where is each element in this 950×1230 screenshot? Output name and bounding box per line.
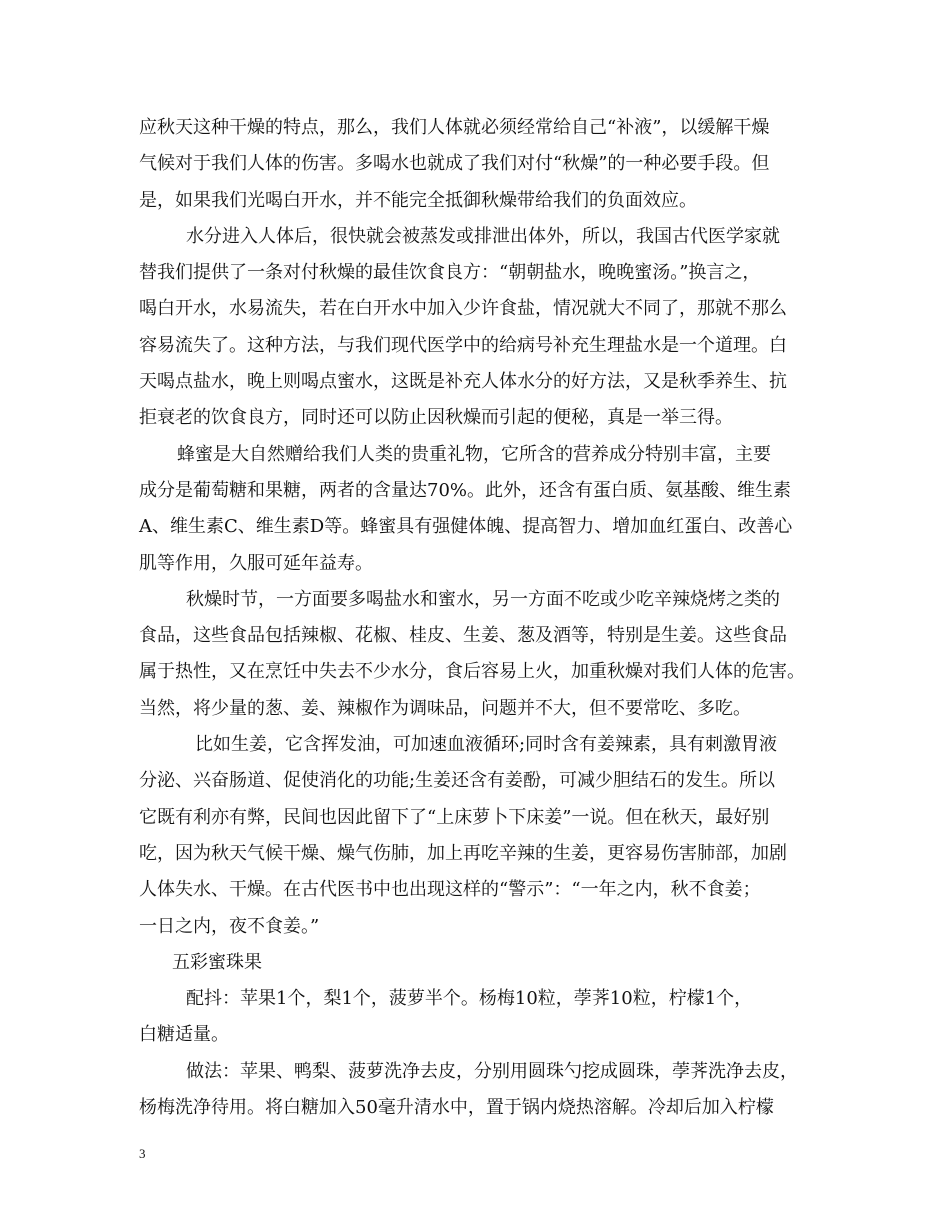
- text-line: 杨梅洗净待用。将白糖加入50毫升清水中，置于锅内烧热溶解。冷却后加入柠檬: [139, 1097, 774, 1119]
- text-line: 当然，将少量的葱、姜、辣椒作为调味品，问题并不大，但不要常吃、多吃。: [139, 697, 751, 719]
- text-line: 吃，因为秋天气候干燥、燥气伤肺，加上再吃辛辣的生姜，更容易伤害肺部，加剧: [139, 842, 787, 864]
- document-body: [139, 110, 819, 1126]
- recipe-ingredients-line: 配抖：苹果1个，梨1个，菠萝半个。杨梅10粒，荸荠10粒，柠檬1个，: [186, 988, 753, 1010]
- text-line: 肌等作用，久服可延年益寿。: [139, 552, 373, 574]
- recipe-title: 五彩蜜珠果: [172, 951, 262, 973]
- text-line: 喝白开水，水易流失，若在白开水中加入少许食盐，情况就大不同了，那就不那么: [139, 298, 787, 320]
- recipe-method-line: 做法：苹果、鸭梨、菠萝洗净去皮，分别用圆珠勺挖成圆珠，荸荠洗净去皮，: [186, 1060, 798, 1082]
- text-line: 拒衰老的饮食良方，同时还可以防止因秋燥而引起的便秘，真是一举三得。: [139, 407, 733, 429]
- text-line: 它既有利亦有弊，民间也因此留下了“上床萝卜下床姜”一说。但在秋天，最好别: [139, 806, 770, 828]
- paragraph-start-line: 蜂蜜是大自然赠给我们人类的贵重礼物，它所含的营养成分特别丰富，主要: [177, 443, 771, 465]
- text-line: 人体失水、干燥。在古代医书中也出现这样的“警示”：“一年之内，秋不食姜；: [139, 879, 761, 901]
- text-line: 气候对于我们人体的伤害。多喝水也就成了我们对付“秋燥”的一种必要手段。但: [139, 153, 770, 175]
- text-line: 一日之内，夜不食姜。”: [139, 915, 320, 937]
- text-line: A、维生素C、维生素D等。蜂蜜具有强健体魄、提高智力、增加血红蛋白、改善心: [139, 516, 793, 538]
- text-line: 应秋天这种干燥的特点，那么，我们人体就必须经常给自己“补液”，以缓解干燥: [139, 117, 770, 138]
- text-line: 是，如果我们光喝白开水，并不能完全抵御秋燥带给我们的负面效应。: [139, 189, 697, 211]
- text-line: 容易流失了。这种方法，与我们现代医学中的给病号补充生理盐水是一个道理。白: [139, 334, 787, 356]
- text-line: 属于热性，又在烹饪中失去不少水分，食后容易上火，加重秋燥对我们人体的危害。: [139, 661, 805, 683]
- text-line: 分泌、兴奋肠道、促使消化的功能;生姜还含有姜酚，可减少胆结石的发生。所以: [139, 770, 776, 792]
- paragraph-start-line: 水分进入人体后，很快就会被蒸发或排泄出体外，所以，我国古代医学家就: [186, 225, 780, 247]
- text-line: 替我们提供了一条对付秋燥的最佳饮食良方：“朝朝盐水，晚晚蜜汤。”换言之，: [139, 262, 761, 284]
- text-line: 天喝点盐水，晚上则喝点蜜水，这既是补充人体水分的好方法，又是秋季养生、抗: [139, 371, 787, 393]
- text-line: 白糖适量。: [139, 1024, 229, 1046]
- paragraph-start-line: 秋燥时节，一方面要多喝盐水和蜜水，另一方面不吃或少吃辛辣烧烤之类的: [186, 588, 780, 610]
- page-number: 3: [139, 1146, 146, 1161]
- paragraph-start-line: 比如生姜，它含挥发油，可加速血液循环;同时含有姜辣素，具有刺激胃液: [195, 734, 778, 756]
- text-line: 成分是葡萄糖和果糖，两者的含量达70%。此外，还含有蛋白质、氨基酸、维生素: [139, 479, 792, 501]
- text-line: 食品，这些食品包括辣椒、花椒、桂皮、生姜、葱及酒等，特别是生姜。这些食品: [139, 625, 787, 647]
